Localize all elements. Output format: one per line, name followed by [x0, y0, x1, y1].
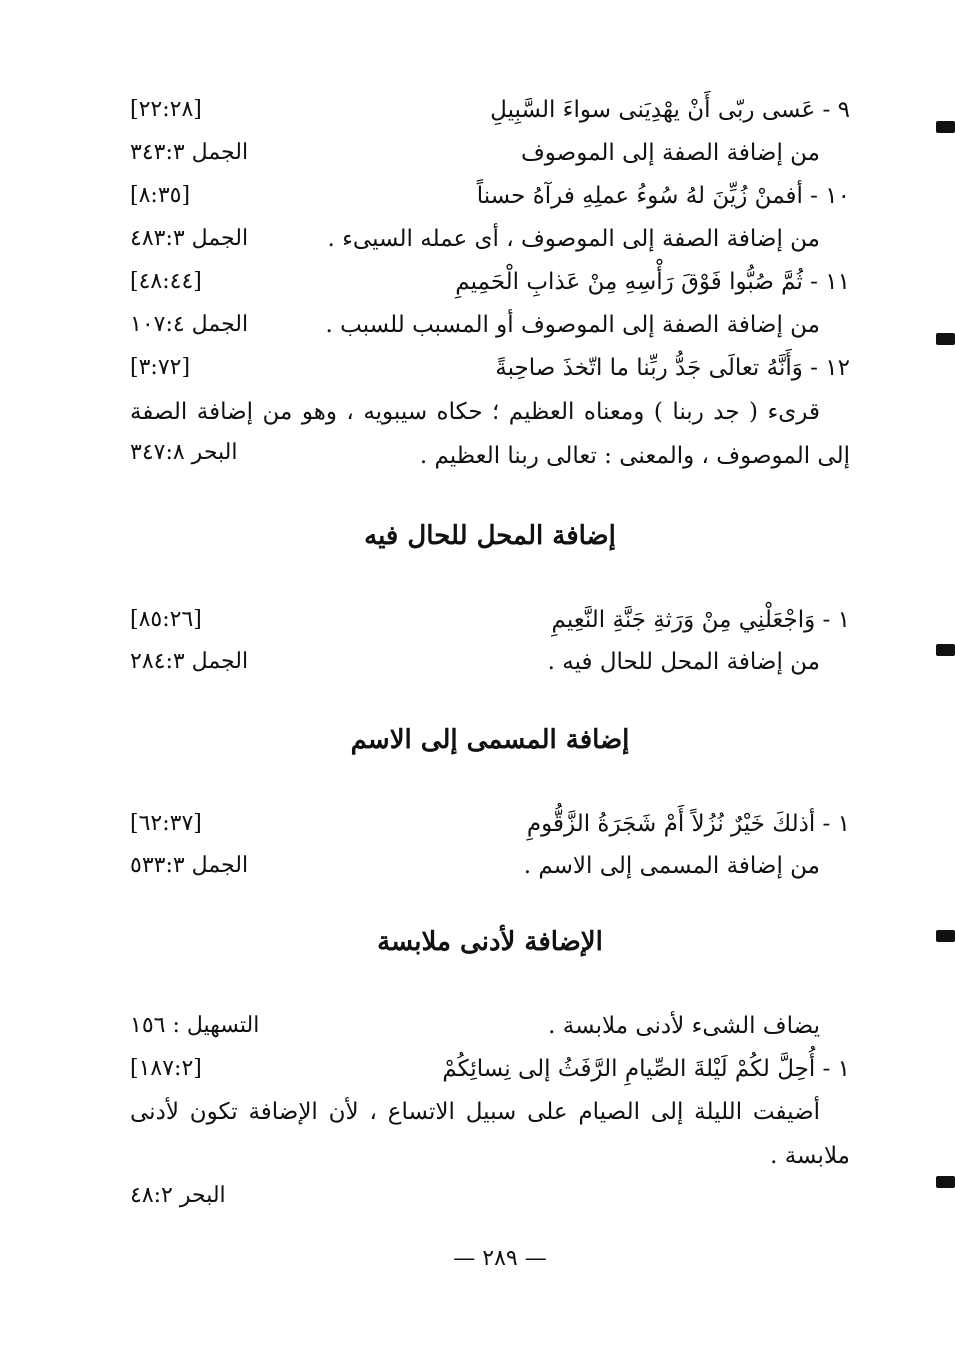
verse-text: ١ - أُحِلَّ لكُمْ لَيْلةَ الصِّيامِ الرَّفَثُ إلى نِسائِكُمْ: [442, 1056, 850, 1082]
text-line: [130, 219, 850, 259]
source-reference: الجمل ٢٨٤:٣: [130, 649, 249, 674]
verse-text: ١٢ - وَأَنَّهُ تعالَى جَدُّ ربِّنا ما اتّخذَ صاحِبةً: [495, 355, 850, 381]
section-heading: الإضافة لأدنى ملابسة: [377, 927, 603, 957]
verse-text: ١١ - ثُمَّ صُبُّوا فَوْقَ رَأْسِهِ مِنْ عَذابِ الْحَمِيمِ: [455, 269, 850, 295]
commentary-text: من إضافة الصفة إلى الموصوف ، أى عمله السيىء .: [327, 226, 820, 252]
verse-reference: [٢٢:٢٨]: [130, 97, 202, 122]
commentary-paragraph: قرىء ( جد ربنا ) ومعناه العظيم ؛ حكاه سيبويه ، وهو من إضافة الصفة إلى الموصوف ، والمعنى : تعالى ربنا العظيم .: [130, 399, 850, 469]
commentary-text: من إضافة الصفة إلى الموصوف: [520, 140, 820, 166]
margin-mark: [936, 333, 955, 345]
text-line: [130, 600, 850, 640]
text-line: [130, 1049, 850, 1089]
page-number: — ٢٨٩ —: [453, 1246, 547, 1271]
text-line: [130, 642, 850, 682]
section-heading: إضافة المحل للحال فيه: [364, 521, 616, 551]
margin-mark: [936, 1176, 955, 1188]
verse-reference: [٨٥:٢٦]: [130, 607, 202, 632]
text-line: [130, 804, 850, 844]
section-heading: إضافة المسمى إلى الاسم: [350, 725, 630, 755]
text-line: [130, 176, 850, 216]
verse-text: ٩ - عَسى ربّى أَنْ يهْدِيَنى سواءَ السَّبِيلِ: [490, 97, 850, 123]
text-line: [130, 846, 850, 886]
source-reference: الجمل ١٠٧:٤: [130, 312, 249, 337]
verse-reference: [٤٨:٤٤]: [130, 269, 202, 294]
source-reference: البحر ٤٨:٢: [130, 1183, 226, 1208]
verse-reference: [١٨٧:٢]: [130, 1056, 202, 1081]
commentary-text: من إضافة المسمى إلى الاسم .: [523, 853, 820, 879]
text-line: [130, 90, 850, 130]
source-reference: التسهيل : ١٥٦: [130, 1013, 260, 1038]
verse-reference: [٣:٧٢]: [130, 355, 191, 380]
text-line: [130, 262, 850, 302]
source-reference: البحر ٣٤٧:٨: [130, 440, 238, 465]
source-reference: الجمل ٥٣٣:٣: [130, 853, 249, 878]
commentary-text: من إضافة المحل للحال فيه .: [547, 649, 820, 675]
verse-reference: [٨:٣٥]: [130, 183, 191, 208]
source-reference: الجمل ٤٨٣:٣: [130, 226, 249, 251]
commentary-text: يضاف الشىء لأدنى ملابسة .: [548, 1013, 820, 1039]
margin-mark: [936, 930, 955, 942]
verse-reference: [٦٢:٣٧]: [130, 811, 202, 836]
text-line: [130, 1006, 850, 1046]
commentary-text: من إضافة الصفة إلى الموصوف أو المسبب للسبب .: [325, 312, 820, 338]
text-line: [130, 133, 850, 173]
text-line: [130, 1176, 850, 1216]
text-line: [130, 348, 850, 388]
margin-mark: [936, 121, 955, 133]
verse-text: ١ - أذلكَ خَيْرٌ نُزُلاً أَمْ شَجَرَةُ الزَّقُّومِ: [526, 811, 850, 837]
text-line: [130, 305, 850, 345]
source-reference: الجمل ٣٤٣:٣: [130, 140, 249, 165]
text-line: [130, 433, 850, 473]
commentary-paragraph: أضيفت الليلة إلى الصيام على سبيل الاتساع ، لأن الإضافة تكون لأدنى ملابسة .: [130, 1099, 850, 1169]
verse-text: ١ - وَاجْعَلْنِي مِنْ وَرَثةِ جَنَّةِ النَّعِيمِ: [551, 607, 850, 633]
verse-text: ١٠ - أفمنْ زُيِّنَ لهُ سُوءُ عملِهِ فرآهُ حسناً: [476, 183, 850, 209]
margin-mark: [936, 644, 955, 656]
